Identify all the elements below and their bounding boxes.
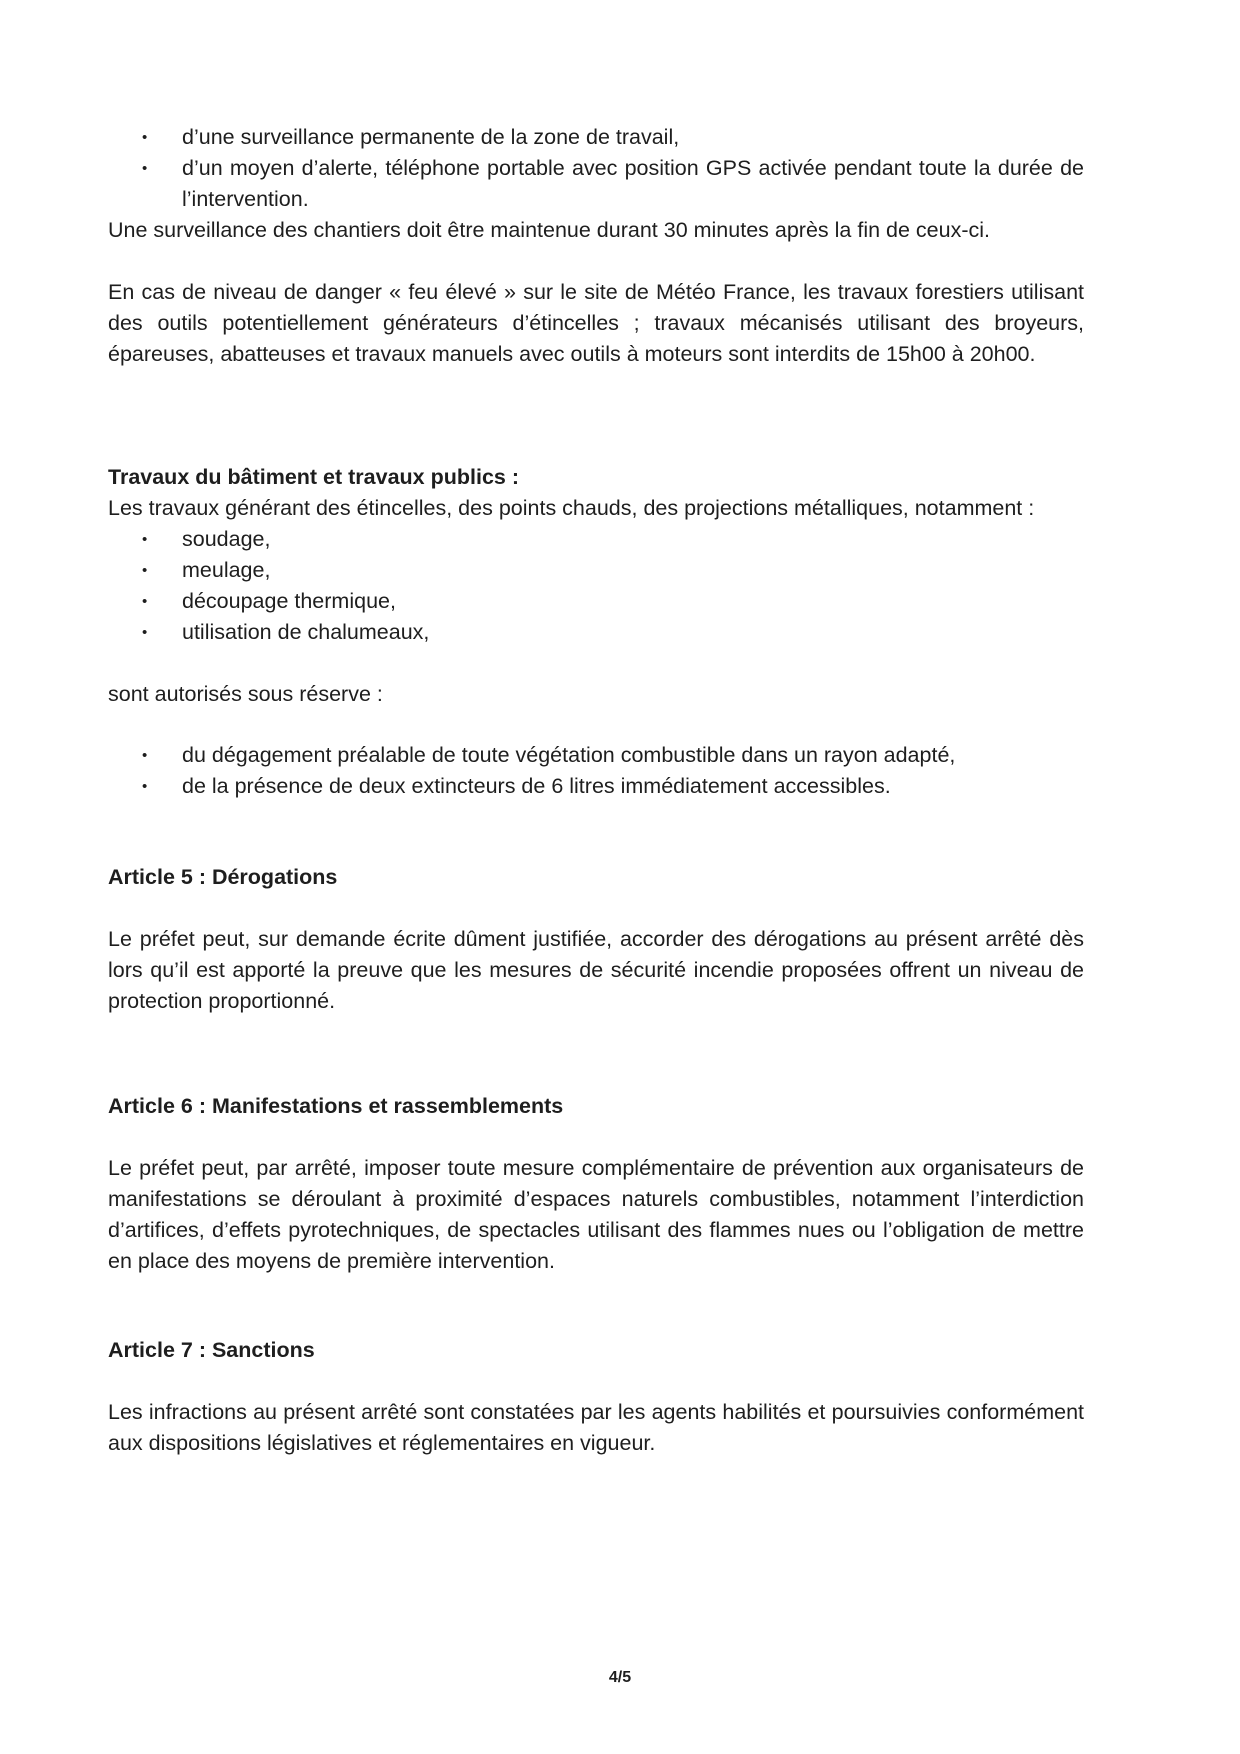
list-item: • d’un moyen d’alerte, téléphone portable avec position GPS activée pendant toute la durée de l’intervention.: [108, 153, 1084, 215]
fire-danger-paragraph: En cas de niveau de danger « feu élevé » sur le site de Météo France, les travaux forestiers utilisant des outils potentiellement générateurs d’étincelles ; travaux mécanisés utilisant des broyeurs, épareuses, abatteuses et travaux manuels avec outils à moteurs sont interdits de 15h00 à 20h00.: [108, 280, 1084, 366]
article6-text: Le préfet peut, par arrêté, imposer toute mesure complémentaire de prévention aux organisateurs de manifestations se déroulant à proximité d’espaces naturels combustibles, notamment l’interdiction d’artifices, d’effets pyrotechniques, de spectacles utilisant des flammes nues ou l’obligation de mettre en place des moyens de première intervention.: [108, 1156, 1084, 1273]
page-number: 4/5: [608, 1669, 632, 1686]
article7-heading: Article 7 : Sanctions: [108, 1338, 315, 1362]
list-item: • soudage,: [108, 524, 1084, 555]
btp-heading: Travaux du bâtiment et travaux publics :: [108, 465, 519, 489]
list-item: • utilisation de chalumeaux,: [108, 617, 1084, 648]
list-item: • du dégagement préalable de toute végétation combustible dans un rayon adapté,: [108, 740, 1084, 771]
btp-items-list: [108, 524, 1084, 648]
article7-text: Les infractions au présent arrêté sont constatées par les agents habilités et poursuivies conformément aux dispositions législatives et réglementaires en vigueur.: [108, 1400, 1084, 1455]
btp-condition: sont autorisés sous réserve :: [108, 682, 383, 706]
list-item: • découpage thermique,: [108, 586, 1084, 617]
article6-heading: Article 6 : Manifestations et rassemblements: [108, 1094, 564, 1118]
btp-intro: Les travaux générant des étincelles, des points chauds, des projections métalliques, notamment :: [108, 496, 1035, 520]
btp-conditions-list: [108, 740, 1084, 802]
intro-list: [108, 122, 1084, 215]
surveillance-paragraph: Une surveillance des chantiers doit être maintenue durant 30 minutes après la fin de ceux-ci.: [108, 218, 990, 242]
article5-text: Le préfet peut, sur demande écrite dûment justifiée, accorder des dérogations au présent arrêté dès lors qu’il est apporté la preuve que les mesures de sécurité incendie proposées offrent un niveau de protection proportionné.: [108, 927, 1084, 1013]
list-item: • meulage,: [108, 555, 1084, 586]
document-page: [108, 122, 1084, 1459]
article5-heading: Article 5 : Dérogations: [108, 865, 338, 889]
list-item: • d’une surveillance permanente de la zone de travail,: [108, 122, 1084, 153]
list-item: • de la présence de deux extincteurs de 6 litres immédiatement accessibles.: [108, 771, 1084, 802]
